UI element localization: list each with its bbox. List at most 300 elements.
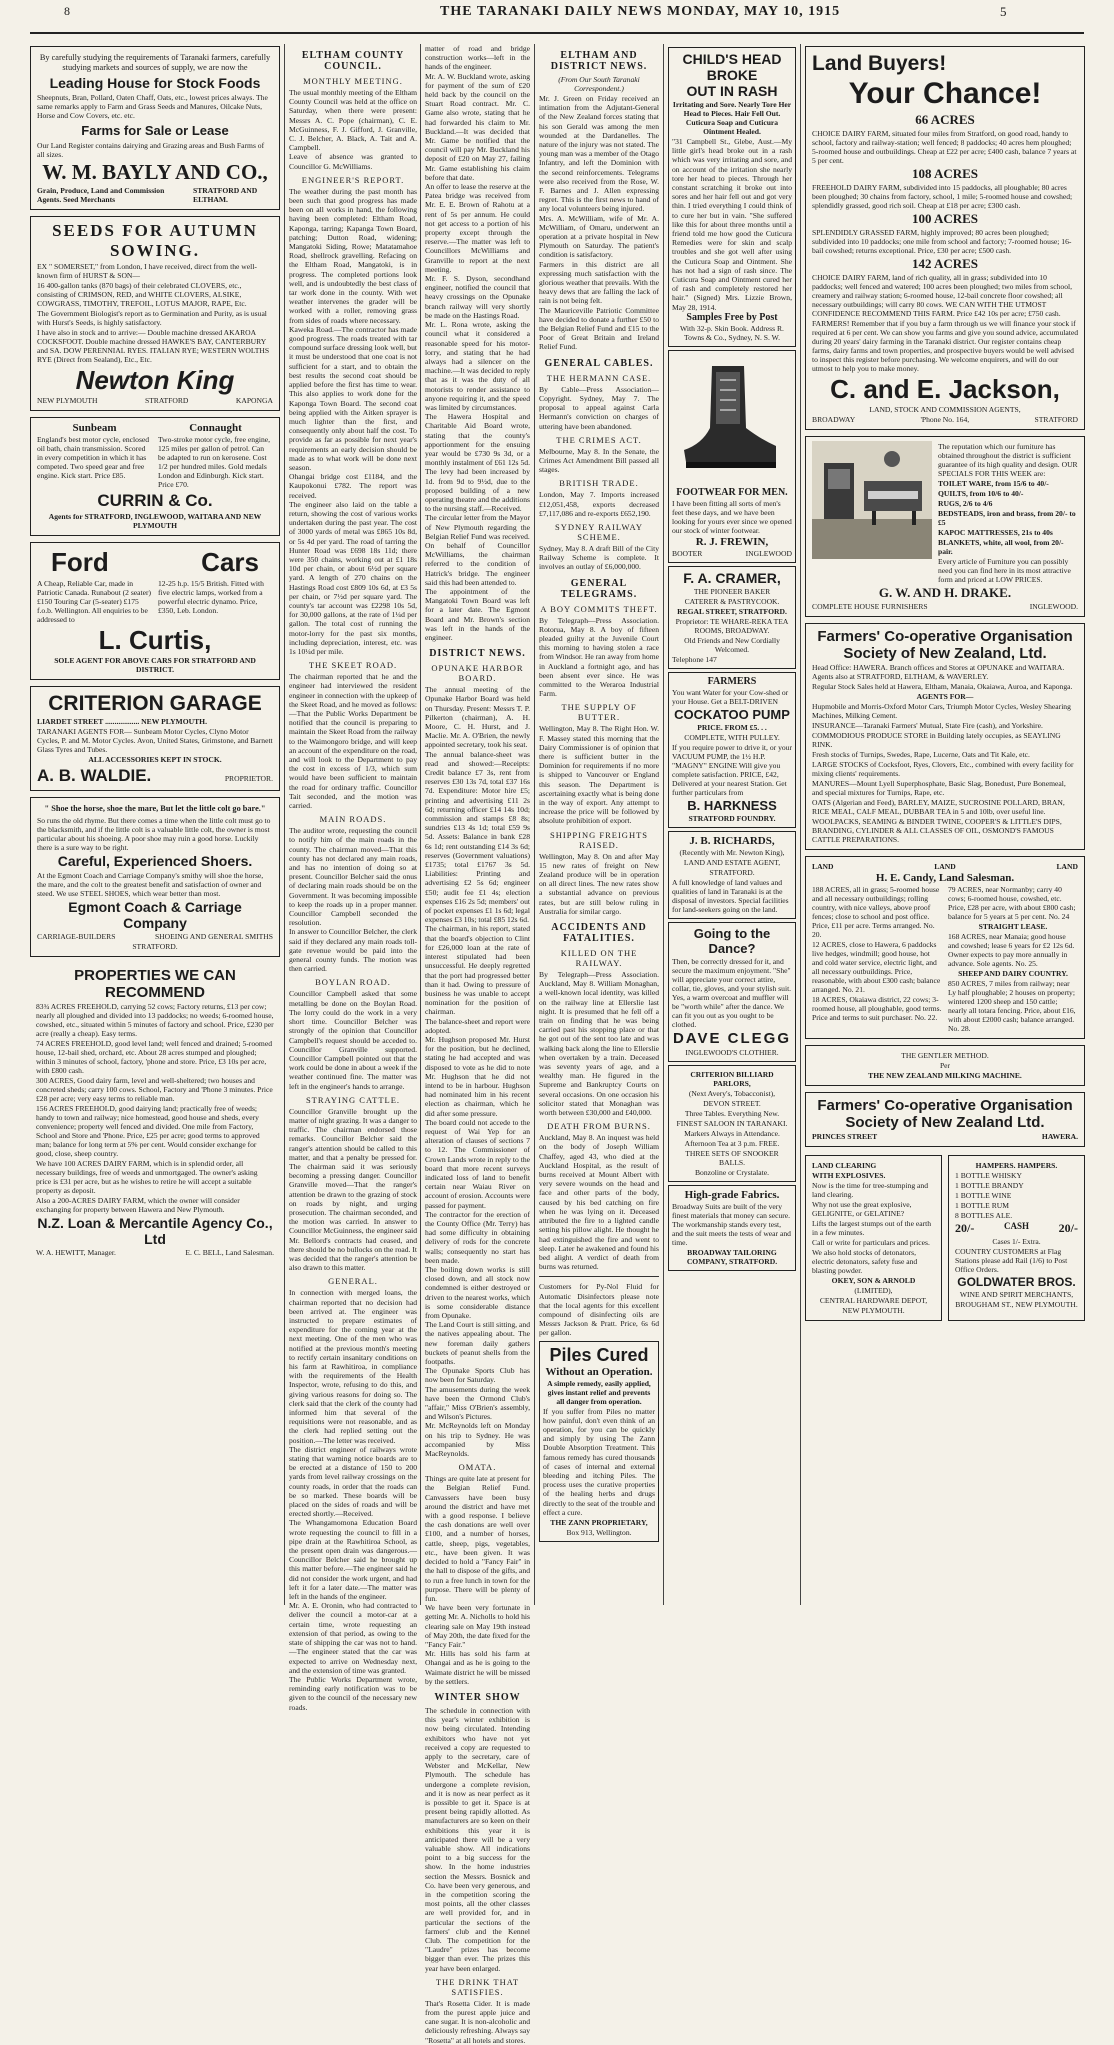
goldwater-ad [948,1155,1085,1321]
article-paragraph: In connection with merged loans, the chairman reported that no decision had been arrived at. The engineer was instructed to prepare estimates of expenditure for the coming year at the next meeting. One of the men who was notified at the previous month's meeting to rectify certain insanitary conditions on his farm at Rawhitiroa, in compliance with the requirements of the Health Inspector, wrote, refusing to do this, and giving various reasons for doing so. The clerk said that the clerk of the county had informed him that several of the requisitions were not reasonable, and as the clerk had replied setting out the position.—The letter was received. [289,1288,417,1445]
column-divider [284,44,285,1605]
column-3 [425,44,531,2045]
candy-ad [805,856,1085,1039]
seeds-ad [30,216,280,411]
bayly-name: W. M. BAYLY AND CO., [42,160,268,184]
boot-illustration [672,358,782,478]
land-word: LAND [812,862,834,871]
broadway-ad [668,1185,796,1271]
farmers-line: WOOLPACKS, SEAMING & BINDER TWINE, COOPER'S & LITTLE'S DIPS, BRANDING, CYLINDER & ALL CLASSES OF OIL, OSMOND'S FAMOUS CATTLE PREPARATIONS. [812,817,1062,844]
seeds-body-1: EX " SOMERSET," from London, I have received, direct from the well-known firm of HURST & SON— [37,262,257,280]
article-paragraph: Mr. Hills has sold his farm at Ohangai and as he is going to the Waimate district he will be missed by the settlers. [425,1649,530,1686]
article-paragraph: By Cable—Press Association—Copyright. Sydney, May 7. The proposal to appeal against Carla Hermann's conviction on charges of uttering have been abandoned. [539,384,659,431]
article-paragraph: Sydney, May 8. A draft Bill of the City Railway Scheme is complete. It involves an outlay of £6,000,000. [539,543,659,572]
article-paragraph: Melbourne, May 8. In the Senate, the Crimes Act Amendment Bill passed all stages. [539,446,659,475]
dance-body: Then, be correctly dressed for it, and secure the maximum enjoyment. "She" will appreciate your correct attire, collar, tie, gloves, and your stylish suit. Yes, a warm overcoat and muffler will be "worth while" after the dance. We can fit you out as you ought to be clothed. [672,956,792,1029]
article-paragraph: The Mauriceville Patriotic Committee have decided to donate a further £50 to the Belgian Relief Fund and £15 to the Poor of Great Britain and Ireland Relief Fund. [539,305,659,352]
farmers-line: LARGE STOCKS of Cocksfoot, Ryes, Clovers, Etc., combined with every facility for mixing clients' requirements. [812,760,1074,778]
harkness-foundry: STRATFORD FOUNDRY. [688,813,776,823]
coach-town: STRATFORD. [132,942,178,951]
drake-special: BLANKETS, white, all wool, from 20/- pair. [938,538,1064,556]
properties-ad [30,963,280,1262]
pump-title: COCKATOO PUMP [674,706,790,722]
section-sub: MAIN ROADS. [319,814,387,825]
richards-line: LAND AND ESTATE AGENT, [683,857,781,867]
pump-engine: If you require power to drive it, or your VACUUM PUMP, the 1½ H.P. "MAGNY" ENGINE Will give you complete satisfaction. PRICE, £42, Delivered at your nearest Station. Get further particulars from [672,742,792,797]
hamper-price: 20/- [1058,1221,1078,1235]
farmers2-town: HAWERA. [1041,1132,1078,1141]
section-sub: SHIPPING FREIGHTS RAISED. [550,829,648,850]
bayly-right: STRATFORD AND ELTHAM. [193,186,258,204]
drake-tail: Every article of Furniture you can possibly need you can find here in its most attractive form and priced at LOW PRICES. [938,557,1071,584]
property-item: 156 ACRES FREEHOLD, good dairying land; practically free of weeds; handy to town and railway; nice homestead, good house and sheds, every convenience; property well fenced and divided. One mile from Factory, School and Store and 'Phone. Price, £25 per acre; good terms to approved man; balance for long term at 5% per cent. Would consider exchange for good, close, sheep country. [36,1104,260,1158]
acres-heading: 66 ACRES [915,112,975,127]
article-paragraph: Customers for Py-Nol Fluid for Automatic Disinfectors please note that the local agents for this excellent compound of disinfecting oils are Messrs Jackson & Pratt. Price, 6s 6d per gallon. [539,1282,659,1338]
jackson-phone: 'Phone No. 164, [920,415,970,424]
hamper-item: 1 BOTTLE WHISKY [955,1171,1022,1180]
clegg-name: DAVE CLEGG [672,1029,792,1047]
section-sub: MONTHLY MEETING. [303,76,403,86]
column-1 [30,44,280,1605]
drake-trade: COMPLETE HOUSE FURNISHERS [812,602,928,611]
section-sub: THE DRINK THAT SATISFIES. [435,1976,520,1997]
richards-name: J. B. RICHARDS, [689,834,775,847]
cramer-ad [668,566,796,669]
cuticura-sub: Irritating and Sore. Nearly Tore Her Head to Pieces. Hair Fell Out. Cuticura Soap and Cuticura Ointment Healed. [672,100,792,136]
article-paragraph: By Telegraph—Press Association. Auckland, May 8. William Monaghan, a well-known local identity, was killed on the railway line at Ellerslie last night. It is presumed that he fell off a train on finding that he was being carried past his stopping place or that he got out of the sent too late and was walking back along the line to Ellerslie when overtaken by a train. Deceased was seventy years of age, and a wealthy man. He figured in the Supreme and Bankruptcy Courts on several occasions. On one occasion his solicitor stated that Monaghan was worth between £30,000 and £40,000. [539,970,659,1118]
bayly-left: Grain, Produce, Land and Commission Agents. Seed Merchants [37,186,165,204]
farmers-line: MANURES—Mount Lyell Superphosphate, Basic Slag, Bonedust, Pure Bonemeal, and special mixtures for Turnips, Rape, etc. [812,779,1066,797]
article-paragraph: The boiling down works is still closed down, and all stock now condemned is either destroyed or driven to the nearest works, which is some considerable distance from Opunake. [425,1265,530,1321]
clear-body: Now is the time for tree-stumping and land clearing. [812,1181,928,1199]
land-word: LAND [1056,862,1078,871]
cuticura-body: "31 Campbell St., Glebe, Aust.—My little girl's head broke out in a rash which was very irritating and sore, and on account of the irritation she nearly tore her head to pieces. Through her constant scratching it broke out into sores and her hair fell out and got very thin. I tried everything I could think of to cure her but in vain. "She suffered like this for about three months until a friend told me how good the Cuticura Remedies were for skin and scalp troubles and she got well after using the Cuticura Soap and Ointment. She has not had a sign of rash since. The Cuticura Soap and Ointment cured her of rash and completely restored her hair." (Signed) Mrs. Lizzie Brown, May 28, 1914. [672,137,792,312]
newton-king-name: Newton King [75,365,235,395]
billiard-ad [668,1065,796,1182]
bayly-intro: By carefully studying the requirements of Taranaki farmers, carefully studying markets and sources of supply, we are now the [39,53,271,72]
jackson-street: BROADWAY [812,415,856,424]
criterion-body: TARANAKI AGENTS FOR— Sunbeam Motor Cycles, Clyno Motor Cycles, P. and M. Motor Cycles. Avon, United States, Grimstone, and Barnett Glass Tyres and Tubes. [37,727,273,754]
goldwater-name: GOLDWATER BROS. [957,1275,1076,1289]
candy-listing: 12 ACRES, close to Hawera, 6 paddocks live hedges, windmill; good house, hot and cold water service, electric light, and all necessary outbuildings. Price, reasonable, with about £300 cash; balance arranged. No. 21. [812,940,941,994]
bayly-farms-body: Our Land Register contains dairying and Grazing areas and Bush Farms of all sizes. [37,141,265,159]
section-sub: THE SKEET ROAD. [308,660,398,671]
sunbeam-title: Sunbeam [72,422,117,434]
farmers-line: Fresh stocks of Turnips, Swedes, Rape, Lucerne, Oats and Tit Kale, etc. [812,750,1030,759]
article-paragraph: Farmers in this district are all expressing much satisfaction with the glorious weather that prevails. With the heavy dews that are falling the lack of rain is not being felt. [539,259,659,306]
milking-machine-ad [805,1045,1085,1086]
frewin-title: FOOTWEAR FOR MEN. [676,486,788,498]
column-divider [800,44,801,1605]
coach-body: So runs the old rhyme. But there comes a time when the little colt must go to the blacksmith, and if the little colt is a valuable little colt, the owner is most particular about his shoeing. A poor shoe may ruin a good horse. Luckily there is a sure way to be right. [37,816,271,852]
clear-body: Lifts the largest stumps out of the earth in a few minutes. [812,1219,932,1237]
hamper-country: COUNTRY CUSTOMERS at Flag Stations please add Rail (1/6) to Post Office Orders. [955,1247,1068,1274]
article-paragraph: Ohangai bridge cost £1184, and the Kaupokonui £782. The report was received. [289,472,417,500]
section-sub: BOYLAN ROAD. [315,977,391,988]
waldie-name: A. B. WALDIE. [37,766,152,785]
article-paragraph: By Telegraph—Press Association. Rotorua, May 8. A boy of fifteen pleaded guilty at the Juvenile Court this morning to having stolen a race from Windsor. He ran away from home in Auckland a fortnight ago, and has been absent ever since. He was committed to the Weraroa Industrial Farm. [539,615,659,699]
drake-town: INGLEWOOD. [1029,602,1078,611]
newspaper-title: THE TARANAKI DAILY NEWS MONDAY, MAY 10, 1915 [440,4,841,19]
section-sub: DEATH FROM BURNS. [547,1121,651,1132]
column-divider [663,44,664,1605]
piles-company: THE ZANN PROPRIETARY, [550,1517,648,1527]
farmers2-title-2: Society of New Zealand Ltd. [845,1114,1045,1131]
cramer-name: F. A. CRAMER, [683,569,781,586]
billiard-title: CRITERION BILLIARD PARLORS, [690,1069,774,1088]
seeds-title: SEEDS FOR AUTUMN SOWING. [52,221,258,260]
nz-loan-manager: W. A. HEWITT, Manager. [36,1248,116,1257]
coach-quote: " Shoe the horse, shoe the mare, But let the little colt go bare." [44,804,266,813]
billiard-line: Bonzoline or Crystalate. [694,1167,770,1177]
jackson-ad [805,46,1085,430]
richards-ad [668,831,796,919]
farmers-line: OATS (Algerian and Feed), BARLEY, MAIZE, SUCROSINE POLLARD, BRAN, RICE MEAL, CALF MEAL, DUBBAR TEA in 5 and 10lb, over useful line. [812,798,1065,816]
eltham-news-title: ELTHAM AND DISTRICT NEWS. [550,50,648,72]
fabric-body: Broadway Suits are built of the very finest materials that money can secure. The workmanship stands every test, and the suit meets the tests of wear and time. [672,1201,791,1247]
eltham-council-title: ELTHAM COUNTY COUNCIL. [301,50,405,72]
okey-line: (LIMITED), [854,1286,893,1295]
frewin-town: INGLEWOOD [745,548,792,558]
clear-body: We also hold stocks of detonators, electric detonators, safety fuse and blasting powder. [812,1248,918,1275]
property-item: 83¾ ACRES FREEHOLD, carrying 52 cows; Factory returns, £13 per cow; nearly all ploughed and divided into 13 paddocks; no weeds; 6-roomed house, cowshed, etc., situated within 5 minutes of factory and school. Price, £230 per acre (really a cheap). Easy terms. [36,1002,274,1038]
drake-special: BEDSTEADS, iron and brass, from 20/- to £5 [938,509,1076,527]
cramer-line: Telephone 147 [672,654,717,664]
billiard-line: Markers Always in Attendance. [684,1128,780,1138]
bayly-lead: Leading House for Stock Foods [49,75,261,91]
currin-agents: Agents for STRATFORD, INGLEWOOD, WAITARA AND NEW PLYMOUTH [48,512,262,530]
candy-heading: SHEEP AND DAIRY COUNTRY. [958,969,1068,978]
cramer-line: THE PIONEER BAKER [693,586,771,596]
newton-king-loc-3: KAPONGA [235,396,273,405]
broadway-name: BROADWAY TAILORING COMPANY, STRATFORD. [686,1247,778,1266]
article-paragraph: Mr. Hughson proposed Mr. Hurst for the position, but he declined, stating he had accepted and was disposed to vote as he did to note Mr. Hughson that he did not intend to be in harbour. Hughson had nominated him in his recent election as chairman, which he did after some pressure. [425,1034,530,1118]
bayly-body: Sheepnuts, Bran, Pollard, Oaten Chaff, Oats, etc., lowest prices always. The same remarks apply to Farm and Grass Seeds and Manures, Oilcake Nuts, Horse and Cow Covers, etc. etc. [37,93,268,120]
article-paragraph: Councillor Granville brought up the matter of night grazing. It was a danger to traffic. The chairman endorsed those remarks. Councillor Belcher said the ranger's attention should be called to this matter, and that a penalty be pressed for. The chairman said it was seriously becoming a pressing danger. Councillor Granville moved—That the ranger's attention be drawn to the grazing of stock on roads by night, and urging prosecution. The chairman seconded, and the motion was carried. In answer to Councillor McGuinness, the engineer said Mr. Bellord's contracts had ceased, and there should be no bullocks on the road. It was decided that the ranger's attention be also drawn to this matter. [289,1106,418,1273]
article-paragraph: The board could not accede to the request of Wai Yep for an alteration of clauses of sections 7 to 12. The Commissioner of Crown Lands wrote in reply to the board that more recent surveys indicated loss of land to benefit certain near Waiau River on account of erosion. Accounts were passed for payment. [425,1117,530,1210]
billiard-line: Afternoon Tea at 3 p.m. FREE. [684,1138,780,1148]
cuticura-title-2: OUT IN RASH [686,83,778,99]
farmers-line: COMMODIOUS PRODUCE STORE in Building lately occupies, as SEAYLING RINK. [812,731,1061,749]
article-paragraph: The usual monthly meeting of the Eltham County Council was held at the office on Saturday, when there were present: Messrs A. C. Pope (chairman), C. E. McGuinness, F. J. Gifford, J. Granville, C. J. Belcher, A. Black, A. Tait and A. Campbell. [289,88,417,153]
column-6 [805,44,1085,1605]
okey-ad [805,1155,942,1321]
section-sub: BRITISH TRADE. [559,478,639,489]
clear-title: LAND CLEARING [812,1161,877,1170]
section-sub: STRAYING CATTLE. [305,1094,401,1105]
clear-title: WITH EXPLOSIVES. [812,1171,886,1180]
section-sub: OMATA. [458,1462,497,1473]
farmers-note: FARMERS! Remember that if you buy a farm through us we will finance your stock if required at 6 per cent. We can show you farms and give you sound advice, accumulated during 20 years' dairy farming in the Taranaki district. Our register contains cheap farms, dairy farms and town properties, and prospective buyers would be well advised to inspect this register before purchasing. We welcome enquirers, and will do our utmost to help you to make money. [812,319,1078,373]
article-paragraph: Leave of absence was granted to Councillor G. McWilliams. [289,152,417,171]
pump-complete: COMPLETE, WITH PULLEY. [684,732,780,742]
farmers-title-1: Farmers' Co-operative Organisation [817,628,1073,645]
clegg-ad [668,922,796,1062]
frewin-body: I have been fitting all sorts of men's feet these days, and we have been looking for yours ever since we opened our stock of winter footwear. [672,498,792,535]
candy-listing: 168 ACRES, near Manaia; good house and cowshed; lease 6 years for £2 12s 6d. Owner expects to pay more annually in advance. Sole agents. No. 25. [948,932,1075,968]
section-sub: OPUNAKE HARBOR BOARD. [431,663,524,684]
farmers-line: INSURANCE—Taranaki Farmers' Mutual, State Fire (cash), and Yorkshire. [812,721,1043,730]
billiard-line: FINEST SALOON IN TARANAKI. [676,1118,788,1128]
article-paragraph: Things are quite late at present for the Belgian Relief Fund. Canvassers have been busy around the district and have met with a good response. I believe the cash donations are well over £100, and a number of horses, cattle, sheep, pigs, vegetables, etc., have been given. It was decided to hold a "Fancy Fair" in the hall to dispose of the gifts, and to run a free lunch in town for the purpose. There will be plenty of fun. [425,1474,530,1603]
drake-body: The reputation which our furniture has obtained throughout the district is sufficient guarantee of its high quality and design. OUR SPECIALS FOR THIS WEEK are: [938,442,1078,478]
column-divider [534,44,535,1605]
article-paragraph: An offer to lease the reserve at the Patea bridge was received from Mr. E. E. Brown of Rahotu at a rent of 5s per annum. He could not get access to a portion of his property except through the reserve.—The matter was left to Councillors McWilliams and Granville to report at the next meeting. [425,182,530,274]
newton-king-loc-2: STRATFORD [144,396,189,405]
ford-word: Ford [51,547,109,577]
masthead-rule [30,32,1084,34]
hamper-item: 8 BOTTLES ALE. [955,1211,1013,1220]
article-paragraph: matter of road and bridge construction works—left in the hands of the engineer. [425,44,530,72]
correspondent-note: (From Our South Taranaki Correspondent.) [558,75,640,93]
pump-body: You want Water for your Cow-shed or your House. Get a BELT-DRIVEN [672,687,789,706]
cars-word: Cars [201,547,259,577]
fabric-title: High-grade Fabrics. [684,1188,780,1201]
drake-special: QUILTS, from 10/6 to 40/- [938,489,1024,498]
connaught-body: Two-stroke motor cycle, free engine, 125 miles per gallon of petrol. Can be adapted to run on kerosene. Cost 1/2 per hundred miles. Gold medals London and Edinburgh. Kick start. Price £70. [158,435,271,489]
jackson-town: STRATFORD [1034,415,1078,424]
ford-body-left: A Cheap, Reliable Car, made in Patriotic Canada. Runabout (2 seater) £150 Touring Car (5-seater) £175 f.o.b. Wellington. All enquiries to be addressed to [37,579,152,624]
richards-line: (Recently with Mr. Newton King), [679,847,785,857]
method-line: Per [939,1061,951,1070]
richards-body: A full knowledge of land values and qualities of land in Taranaki is at the disposal of investors. Special facilities for land-seekers going on the land. [672,877,789,914]
article-paragraph: Mr. F. S. Dyson, secondhand engineer, notified the council that heavy crossings on the Opunake branch railway will very shortly be made on the Hastings Road. [425,274,530,320]
frewin-ad [668,350,796,563]
article-paragraph: The Opunake Sports Club has now been for Saturday. [425,1366,530,1385]
accidents-title: ACCIDENTS AND FATALITIES. [551,922,647,945]
ford-body-right: 12-25 h.p. 15/5 British. Fitted with five electric lamps, worked from a powerful electric dynamo. Price, £350, Leb. London. [158,579,264,615]
article-paragraph: Mr. A. E. Oronin, who had contracted to deliver the council a motor-car at a certain time, wrote requesting an extension of that period, as owing to the state of shipping the car was not to hand.—The engineer stated that the car was expected to arrive on Wednesday next, and the extension of time was granted. [289,1601,417,1675]
egmont-coach-ad [30,797,280,957]
harkness-ad [668,672,796,828]
bayly-ad [30,46,280,210]
farmers-coop-2-ad [805,1092,1085,1147]
article-paragraph: The engineer also laid on the table a return, showing the cost of various works undertaken during the past year. The cost of 3000 yards of metal was £865 10s 8d, or 5s 4d per yard. The road of tarring the Hunter Road was £698 18s 11d; there were 350 chains, working out at £1 18s 10d per chain, or about 6½d per square yard. A length of 270 chains on the Hastings Road cost £809 10s 6d, at £3 5s per chain, or 7½d per square yard. The county's tar account was £2298 10s 5d, for 30,000 gallons, at the rate of 1¼d per gallon. The total cost of running the motor-lorry for the past six months, including depreciation, interest, etc. was 1s 10¼d per mile. [289,499,417,656]
article-paragraph: Mr. A. W. Buckland wrote, asking for payment of the sum of £20 held back by the council on the Stuart Road contract. Mr. C. Game also wrote, stating that he had forwarded his claim to Mr. Buckland.—It was decided that Mr. Game be notified that the council will pay Mr. Buckland his deposit of £20 on May 27, failing Mr. Game establishing his claim before that date. [425,71,530,182]
okey-line: NEW PLYMOUTH. [842,1306,905,1315]
piles-subtitle: Without an Operation. [545,1365,653,1378]
okey-line: CENTRAL HARDWARE DEPOT, [819,1296,928,1305]
column-divider [420,44,421,1605]
article-paragraph: The Hawera Hospital and Charitable Aid Board wrote, stating that the county's apportionment for the ensuing year would be £730 9s 3d, or a monthly instalment of £61 12s 5d. The levy had been increased by 1d. from 9d to 9½d, due to the proposed building of a new operating theatre and the additions to the nursing staff.—Received. [425,412,531,514]
clear-body: Why not use the great explosive, GELIGNITE, or GELATINE? [812,1200,912,1218]
sunbeam-body: England's best motor cycle, enclosed oil bath, chain transmission. Scored in every competition in which it has competed. Two speed gear and free engine. Kick start. Price £85. [37,435,150,480]
method-line: THE GENTLER METHOD. [901,1051,989,1060]
coach-body-2: At the Egmont Coach and Carriage Company's smithy will shoe the horse, the mare, and the colt to the greatest benefit and satisfaction of owner and steed. We use STEEL SHOES, which wear better than most. [37,871,264,898]
acres-heading: 100 ACRES [911,211,979,226]
acres-heading: 142 ACRES [911,256,979,271]
property-item: Also a 200-ACRES DAIRY FARM, which the owner will consider exchanging for property between Hawera and New Plymouth. [36,1196,240,1214]
candy-listing: 79 ACRES, near Normanby; carry 40 cows; 6-roomed house, cowshed, etc. Price, £28 per acre, with about £800 cash; balance for 5 years at 5 per cent. No. 24 [948,885,1076,921]
drake-name: G. W. AND H. DRAKE. [878,585,1012,600]
goldwater-addr: BROUGHAM ST., NEW PLYMOUTH. [955,1300,1078,1309]
cramer-line: REGAL STREET, STRATFORD. [677,606,787,616]
method-line: THE NEW ZEALAND MILKING MACHINE. [868,1071,1022,1080]
acres-body: FREEHOLD DAIRY FARM, subdivided into 15 paddocks, all ploughable; 80 acres been ploughed; 30 chains from factory, school, 1 mile; 5-roomed house and cowshed; splendidly grassed, good rich soil. Cheap at £18 per acre; £300 cash. [812,183,1073,210]
article-paragraph: London, May 7. Imports increased £12,051,458, exports decreased £7,117,086 and re-exports £652,190. [539,490,659,518]
piles-ad [539,1341,659,1542]
drake-special: TOILET WARE, from 15/6 to 40/- [938,479,1049,488]
criterion-title: CRITERION GARAGE [48,692,262,715]
curtis-agent: SOLE AGENT FOR ABOVE CARS FOR STRATFORD AND DISTRICT. [54,656,256,674]
furniture-illustration [812,441,932,559]
acres-body: CHOICE DAIRY FARM, land of rich quality, all in grass; subdivided into 10 paddocks; well fenced and watered; 100 acres been ploughed; two miles from school, creamery and railway station; 6-roomed house, 12-bail concrete floor cowshed; all necessary outbuildings; will carry 80 cows. WE CAN WITH THE UTMOST CONFIDENCE RECOMMEND THIS FARM. Price £42 10s per acre; £750 cash. [812,273,1073,318]
harkness-name: B. HARKNESS [687,797,777,813]
buyers-title-1: Land Buyers! [812,52,947,75]
page-number: 5 [1000,4,1007,19]
page-marker: 8 [64,4,70,18]
farmers-title-2: Society of New Zealand, Ltd. [843,645,1047,662]
candy-listing: 850 ACRES, 7 miles from railway; near Ly half ploughable; 2 houses on property; wintered 1200 sheep and 150 cattle; nearly all totara fencing. Price, about £16, with about £2000 cash; balance arranged. No. 28. [948,979,1076,1033]
farmers-agents: AGENTS FOR— [916,692,974,701]
column-2 [289,44,418,1712]
section-sub: THE SUPPLY OF BUTTER. [561,702,637,723]
column-5 [668,44,796,1605]
cycles-ad [30,417,280,536]
article-paragraph: The annual meeting of the Opunake Harbor Board was held on Thursday. Present: Messrs T. P. Pilkerton (chairman), A. H. Moore, C. H. Hurst, and J. Maclie. Mr. A. O'Brien, the newly appointed secretary, took his seat. [425,685,530,750]
article-paragraph: Mr. J. Green on Friday received an intimation from the Adjutant-General of the New Zealand forces stating that his son Gerald was among the men wounded at the Dardanelles. The nature of the injury was not stated. The young man was a member of the Otago Infantry, and left the Dominion with the second reinforcements. Telegrams were also received from the Rose, W. F. Barnes and J. Allen expressing regret. This is the first news to hand of any local volunteers being injured. [539,94,659,214]
piles-title: Piles Cured [549,1344,649,1365]
properties-title: PROPERTIES WE CAN RECOMMEND [74,967,236,1001]
richards-line: STRATFORD. [709,867,755,877]
hamper-price: 20/- [955,1221,975,1235]
dance-title: Going to the Dance? [693,925,771,956]
section-sub: THE HERMANN CASE. [546,372,652,383]
section-sub: ENGINEER'S REPORT. [301,174,405,185]
bayly-farms: Farms for Sale or Lease [81,123,229,138]
coach-left: CARRIAGE-BUILDERS [37,932,116,941]
frewin-trade: BOOTER [672,548,703,558]
piles-lead: A simple remedy, easily applied, gives instant relief and prevents all danger from operation. [547,1378,651,1406]
article-paragraph: The appointment of the Mangatoki Town Board was left for a later date. The Egmont Board and Mr. Brown's section was left in the hands of the engineer. [425,586,530,642]
article-paragraph: The Public Works Department wrote, reminding early notification was to be given to the council of the necessary new roads. [289,1674,417,1712]
article-paragraph: In answer to Councillor Belcher, the clerk said if they declared any main roads toll-gate revenue would be paid into the general county funds. The motion was then carried. [289,927,417,974]
district-news-title: DISTRICT NEWS. [429,648,526,660]
hamper-item: 1 BOTTLE RUM [955,1201,1009,1210]
article-paragraph: The chairman reported that he and the engineer had interviewed the resident engineer in connection with the upkeep of the Skeet Road, and he moved as follows:—That the Public Works Department be notified that the council is preparing to maintain the Skeet Road from the railway to the Waimongoro bridge, and will keep an account of the expenditure on the road, and will look to the Department to pay the cost in excess of 1/3, which sum would have been sufficient to maintain the road for ordinary traffic. Councillor Tait seconded, and the motion was carried. [289,672,417,811]
article-paragraph: The balance-sheet and report were adopted. [425,1016,530,1035]
article-paragraph: We have been very fortunate in getting Mr. A. Nicholls to hold his clearing sale on May 19th instead of May 20th, the date fixed for the "Fancy Fair." [425,1603,530,1649]
connaught-title: Connaught [189,422,242,434]
section-sub: SYDNEY RAILWAY SCHEME. [554,521,644,542]
section-sub: KILLED ON THE RAILWAY. [560,948,638,969]
general-cables-title: GENERAL CABLES. [544,357,654,369]
article-paragraph: The Whangamomona Education Board wrote requesting the council to fill in a pipe drain at the Rawhitiroa School, as the present open drain was dangerous.—Councillor Belcher said he brought up this matter before.—The engineer said he did not consider the work urgent, and had left it for a later date.—The matter was left in the hands of the engineer. [289,1518,417,1602]
article-paragraph: The amusements during the week have been the Ormond Club's "affair," Miss O'Brien's assembly, and Wilson's Pictures. [425,1384,530,1422]
winter-show-title: WINTER SHOW [434,1691,521,1703]
article-paragraph: Auckland, May 8. An inquest was held on the body of Joseph William Chaffey, aged 43, who died at the Auckland Hospital, as the result of burns received at Mount Albert with very severe wounds on the head and face and other parts of the body, caused by his bed catching on fire when he was lying on it. Deceased attributed the fire to a lighted candle setting his pillow alight. He thought he had extinguished the fire and went to sleep. Later he awakened and found his bed alight. A verdict of death from burns was returned. [539,1133,659,1272]
goldwater-sub: WINE AND SPIRIT MERCHANTS, [959,1290,1074,1299]
property-item: 300 ACRES, Good dairy farm, level and well-sheltered; two houses and concreted sheds; carry 100 cows. School, Factory and 'Phone 3 minutes. Price £28 per acre; very easy terms to reliable man. [36,1076,273,1103]
buyers-title-2: Your Chance! [848,77,1042,110]
billiard-line: Three Tables. Everything New. [684,1108,780,1118]
candy-name: H. E. Candy, Land Salesman. [875,872,1015,884]
article-paragraph: The district engineer of railways wrote stating that warning notice boards are to be erected at a distance of 150 to 200 yards from level railway crossings on the county roads, in order that the roads can be so marked. These boards will be placed on the sides of roads and will be erected shortly.—Received. [289,1444,417,1519]
ford-ad [30,542,280,680]
criterion-garage-ad [30,686,280,791]
article-paragraph: Councillor Campbell asked that some metalling be done on the Boylan Road. The lorry could do the work in a very short time. Councillor Belcher was strongly of the opinion that Councillor Campbell's request should be acceded to. Councillor Granville supported. Councillor Campbell pointed out that the work could be done in about a week if the weather continued fine. The matter was left in the engineer's hands to arrange. [289,989,417,1091]
candy-listing: 188 ACRES, all in grass; 5-roomed house and all necessary outbuildings; rolling country, with nice valleys, above proof fences; close to school and post office. Price, £11 per acre. Terms arranged. No. 20. [812,885,940,939]
article-paragraph: The contractor for the erection of the County Office (Mr. Terry) has had some difficulty in obtaining delivery of rods for the concrete walls; consequently no start has been made. [425,1209,530,1265]
property-item: 74 ACRES FREEHOLD, good level land; well fenced and drained; 5-roomed house, 12-bail shed, orchard, etc. About 28 acres stumped and ploughed; within 3 minutes of school, factory, 'phone and store. Price, £3 10s per acre, with £800 cash. [36,1039,272,1075]
coach-name: Egmont Coach & Carriage Company [68,899,242,931]
clear-body: Call or write for particulars and prices. [812,1238,930,1247]
section-sub: THE CRIMES ACT. [556,434,642,445]
article-paragraph: The auditor wrote, requesting the council to notify him of the main roads in the county. The chairman moved—That this county has not declared any main roads, and has no intention of doing so at present. Councillor Belcher said the onus of declaring main roads should be on the Government. It was becoming impossible to keep the roads up in a proper manner. Councillor Campbell seconded the resolution. [289,826,417,928]
article-paragraph: The circular letter from the Mayor of New Plymouth regarding the Belgian Relief Fund was received. [425,513,530,541]
pump-price: PRICE. FROM £5. . . [697,722,767,732]
cuticura-title-1: CHILD'S HEAD BROKE [682,51,782,83]
article-paragraph: Wellington, May 8. On and after May 15 new rates of freight on New Zealand produce will be in operation on all direct lines. The new rates show a substantial advance on previous rates, but are still below ruling in Australia for similar cargo. [539,851,659,916]
column-4 [539,44,659,1605]
cramer-line: Old Friends and New Cordially Welcomed. [684,635,780,654]
farmers2-title-1: Farmers' Co-operative Organisation [817,1097,1073,1114]
article-paragraph: The Land Court is still sitting, and the natives appealing about. The new foreman daily gathers buckets of peanut shells from the footpaths. [425,1320,530,1367]
article-paragraph: Mr. L. Rona wrote, asking the council what it considered a reasonable speed for his motor-lorry, and stating that he had always had a silencer on the machine.—It was decided to reply that as it was the duty of all motorists to render assistance to anyone requiring it, and the speed was limited by circumstances. [425,320,530,412]
drake-special: RUGS, 2/6 to 4/6 [938,499,993,508]
currin-name: CURRIN & Co. [97,491,213,510]
article-paragraph: Kaweka Road.—The contractor has made good progress. The roads treated with tar compound surface dressing look well, but it must be understood that one coat is not sufficient for a start, and to obtain the best results the second coat should be applied before the first has time to wear. This also applies to work done for the Kaponga Town Board. The second coat being applied with the Aitken sprayer is much lighter than the first, and consequently only about half the cost. To provide as far as possible for next year's requirements an early decision should be made as to what work will be done next season. [289,324,417,472]
curtis-name: L. Curtis, [98,625,212,655]
criterion-tag: ALL ACCESSORIES KEPT IN STOCK. [88,755,222,764]
article-paragraph: Wellington, May 8. The Right Hon. W. F. Massey stated this morning that the Dairy Commissioner is of opinion that there is sufficient butter in the Dominion for requirements if no more is shipped to Vancouver or England this season. The Department is ascertaining exactly what is being done in the way of export. Any attempt to increase the price will be followed by absolute prohibition of export. [539,724,659,826]
hamper-cash: CASH [1003,1221,1029,1231]
article-paragraph: The weather during the past month has been such that good progress has made been on all works in hand, the following having been completed: Eltham Road, Kaponga, tarring; Kapanga Town Board, patching; Dutton Road, widening; Mangatoki Siding, Rowe; Matatamahoe Road, shellrock gravelling. Refacing on the Eltham Road, Mangatoki, is in progress. The completed portions look well, and is undoubtedly the best class of tar work done in the county. With wet weather intervenes the grader will be worked with a roller, removing grass from sides of roads where necessary. [289,186,417,325]
criterion-street: LIARDET STREET .................. NEW PLYMOUTH. [37,717,207,726]
coach-title: Careful, Experienced Shoers. [57,853,253,869]
clegg-sub: INGLEWOOD'S CLOTHIER. [685,1047,779,1057]
farmers-line: Hupmobile and Morris-Oxford Motor Cars, Triumph Motor Cycles, Wesley Shearing Machines, Milking Cement. [812,702,1071,720]
hamper-item: 1 BOTTLE BRANDY [955,1181,1024,1190]
masthead [0,0,1114,44]
general-telegrams-title: GENERAL TELEGRAMS. [560,577,638,600]
piles-body: If you suffer from Piles no matter how painful, don't even think of an operation, for you can be quickly and simply by using The Zann Double Absorption Treatment. This famous remedy has cured thousands of cases of internal and external bleeding and itching Piles. The process uses the curative properties of the healing herbs and drugs directly to the seat of the trouble and effect a cure. [543,1406,655,1517]
nz-loan-salesman: E. C. BELL, Land Salesman. [185,1248,274,1257]
article-paragraph: On behalf of Councillor McWilliams, the chairman referred to the condition of Hatrick's bridge. The engineer said this had been attended to. [425,540,530,587]
acres-heading: 108 ACRES [911,166,979,181]
billiard-line: (Next Avery's, Tobacconist), [688,1088,776,1098]
pump-heading: FARMERS [707,675,757,687]
okey-name: OKEY, SON & ARNOLD [831,1276,916,1285]
candy-listing: 18 ACRES, Okaiawa district, 22 cows; 3-roomed house, all ploughable, good terms. Price and terms to suit purchaser. No. 22. [812,995,942,1022]
hamper-item: 1 BOTTLE WINE [955,1191,1012,1200]
coach-right: SHOEING AND GENERAL SMITHS [154,932,273,941]
article-paragraph: Mr. McReynolds left on Monday on his trip to Sydney. He was accompanied by Miss MacReynolds. [425,1421,530,1459]
section-sub: GENERAL. [328,1276,378,1287]
cramer-line: CATERER & PASTRYCOOK. [684,596,780,606]
article-paragraph: The chairman, in his report, stated that the board's objection to Clint for £26,000 loan at the rate of interest stipulated had been unsuccessful. He deeply regretted that the port had progressed better than it had. Owing to pressure of business he was unable to accept nomination for the position of chairman. [425,924,530,1017]
farmers-coop-ad [805,623,1085,850]
land-word: LAND [934,862,956,871]
newton-king-loc-1: NEW PLYMOUTH [37,396,98,405]
nz-loan-name: N.Z. Loan & Mercantile Agency Co., Ltd [37,1215,273,1247]
acres-body: SPLENDIDLY GRASSED FARM, highly improved; 80 acres been ploughed; subdivided into 10 paddocks; one mile from school and factory; 7-roomed house; 16-bail cowshed; returns exceptional. Price, £30 per acre; £500 cash. [812,228,1072,255]
candy-heading: STRAIGHT LEASE. [978,922,1048,931]
frewin-name: R. J. FREWIN, [695,535,769,548]
article-paragraph: The annual balance-sheet was read and showed:—Receipts: Credit balance £7 3s, rent from reserves £30 13s 7d, total £37 16s 7d. Expenditure: Motor hire £5; printing and advertising £11 2s 6d; returning officer £14 14s 10d; commission and stamps £8 8s; sundries £13 4s 1d; total £59 9s 5d. Assets: Balance in bank £28 6s 1d; rent outstanding £14 3s 6d; reserves (Government valuations) £1735; total £1767 3s 5d. Liabilities: Printing and advertising £2 5s 6d; engineer £50; audit fee £1 4s; election expenses £16 2s 5d; members' out of pocket expenses £1 1s 6d; legal expenses £3 10s; total £85 12s 6d. [425,749,530,925]
billiard-line: THREE SETS OF SNOOKER BALLS. [685,1148,779,1167]
billiard-line: DEVON STREET. [703,1098,761,1108]
farmers-sales: Regular Stock Sales held at Hawera, Eltham, Manaia, Okaiawa, Auroa, and Kaponga. [812,682,1073,691]
article-paragraph: The schedule in connection with this year's winter exhibition is now being circulated. Intending exhibitors who have not yet received a copy are requested to apply to the secretary, care of Webster and McKellar, New Plymouth. The schedule has undergone a complete revision, and it is now as near perfect as it is possible to get it. Space is at present being rapidly allotted. As manufacturers are so keen on their exhibitions this year it is anticipated there will be a very valuable show. All indications point to a big success for the show. In the home industries section the Messrs. Bosnick and Co. have been very generous, and in the competition scoring the most points, all the other classes are well provided for, and in particular the sections of the farmers' club and the Kennel Club. The competition for the "Laudre" prizes has become bigger than ever. The prizes this year have been enlarged. [425,1705,530,1973]
cuticura-samples: Samples Free by Post [686,311,778,323]
farmers-head: Head Office: HAWERA. Branch offices and Stores at OPUNAKE and WAITARA. Agents also at STRATFORD, ELTHAM, & WAVERLEY. [812,663,1065,681]
hamper-cases: Cases 1/- Extra. [992,1237,1041,1246]
section-sub: A BOY COMMITS THEFT. [540,603,658,614]
drake-special: KAPOC MATTRESSES, 21s to 40s [938,528,1053,537]
article-paragraph: Mrs. A. McWilliam, wife of Mr. A. McWilliam, of Omaru, underwent an operation at a private hospital in New Plymouth on Saturday. The patient's condition is satisfactory. [539,213,659,260]
waldie-prop: PROPRIETOR. [224,774,273,783]
